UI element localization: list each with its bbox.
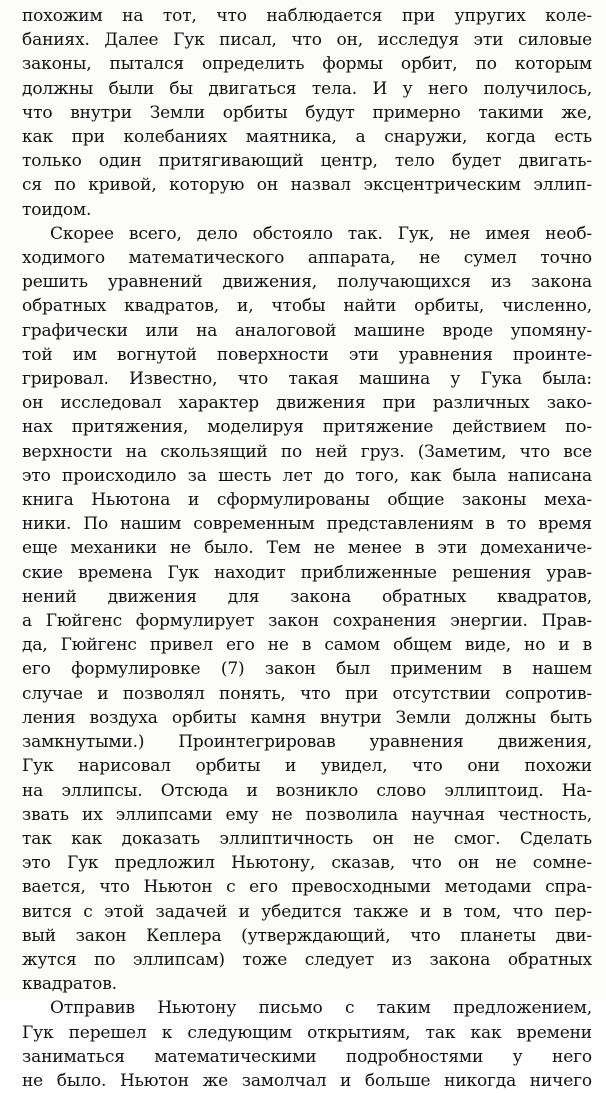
text-line: похожим на тот, что наблюдается при упругих коле- — [22, 6, 592, 26]
text-line: как при колебаниях маятника, а снаружи, когда есть — [22, 127, 592, 148]
text-line: Скорее всего, дело обстояло так. Гук, не имея необ- — [50, 223, 592, 244]
text-line: Отправив Ньютону письмо с таким предложением, — [50, 998, 592, 1019]
text-line: случае и позволял понять, что при отсутствии сопротив- — [22, 683, 592, 704]
text-line: вится с этой задачей и убедится также и в том, что пер- — [22, 901, 592, 922]
text-line: вый закон Кеплера (утверждающий, что планеты дви- — [22, 925, 592, 946]
text-line: его формулировке (7) закон был применим в нашем — [22, 659, 592, 680]
text-line: нах притяжения, моделируя притяжение действием по- — [22, 417, 592, 438]
text-line: ские времена Гук находит приближенные решения урав- — [22, 562, 592, 583]
body-text — [22, 4, 592, 1093]
text-line: баниях. Далее Гук писал, что он, исследуя эти силовые — [22, 30, 592, 51]
text-line: обратных квадратов, и, чтобы найти орбиты, численно, — [22, 296, 592, 317]
text-line: заниматься математическими подробностями у него — [22, 1046, 592, 1067]
text-line: на эллипсы. Отсюда и возникло слово эллиптоид. На- — [22, 780, 592, 801]
text-line: тоидом. — [22, 199, 92, 220]
text-line: это Гук предложил Ньютону, сказав, что он не сомне- — [22, 853, 592, 874]
text-line: не было. Ньютон же замолчал и больше никогда ничего — [22, 1070, 592, 1091]
text-line: той им вогнутой поверхности эти уравнения проинте- — [22, 344, 592, 365]
text-line: только один притягивающий центр, тело будет двигать- — [22, 151, 592, 172]
text-line: верхности на скользящий по ней груз. (Заметим, что все — [22, 441, 592, 462]
text-line: книга Ньютона и сформулированы общие законы меха- — [22, 490, 592, 511]
text-line: квадратов. — [22, 974, 117, 995]
text-line: замкнутыми.) Проинтегрировав уравнения движения, — [22, 732, 592, 753]
text-line: звать их эллипсами ему не позволила научная честность, — [22, 804, 592, 825]
text-line: вается, что Ньютон с его превосходными методами спра- — [22, 877, 592, 898]
text-line: он исследовал характер движения при различных зако- — [22, 393, 592, 414]
text-line: ления воздуха орбиты камня внутри Земли должны быть — [22, 707, 592, 728]
text-line: ники. По нашим современным представлениям в то время — [22, 514, 592, 535]
text-line: решить уравнений движения, получающихся из закона — [22, 272, 592, 293]
text-line: Гук перешел к следующим открытиям, так как времени — [22, 1022, 592, 1043]
text-line: ся по кривой, которую он назвал эксцентрическим эллип- — [22, 175, 592, 196]
text-line: Гук нарисовал орбиты и увидел, что они похожи — [22, 756, 592, 777]
text-line: ходимого математического аппарата, не сумел точно — [22, 248, 592, 269]
text-line: еще механики не было. Тем не менее в эти домеханиче- — [22, 538, 592, 559]
text-line: а Гюйгенс формулирует закон сохранения энергии. Прав- — [22, 611, 592, 632]
text-line: графически или на аналоговой машине вроде упомяну- — [22, 320, 592, 341]
paragraph-1 — [22, 4, 592, 222]
paragraph-2 — [22, 222, 592, 997]
text-line: грировал. Известно, что такая машина у Гука была: — [22, 369, 592, 390]
text-line: должны были бы двигаться тела. И у него получилось, — [22, 78, 592, 99]
paragraph-3 — [22, 996, 592, 1093]
text-line: да, Гюйгенс привел его не в самом общем виде, но и в — [22, 635, 592, 656]
text-line: нений движения для закона обратных квадратов, — [22, 586, 592, 607]
text-line: это происходило за шесть лет до того, как была написана — [22, 465, 592, 486]
text-line: так как доказать эллиптичность он не смог. Сделать — [22, 828, 592, 849]
text-line: жутся по эллипсам) тоже следует из закона обратных — [22, 949, 592, 970]
text-line: законы, пытался определить формы орбит, по которым — [22, 54, 592, 75]
text-line: что внутри Земли орбиты будут примерно такими же, — [22, 102, 592, 123]
